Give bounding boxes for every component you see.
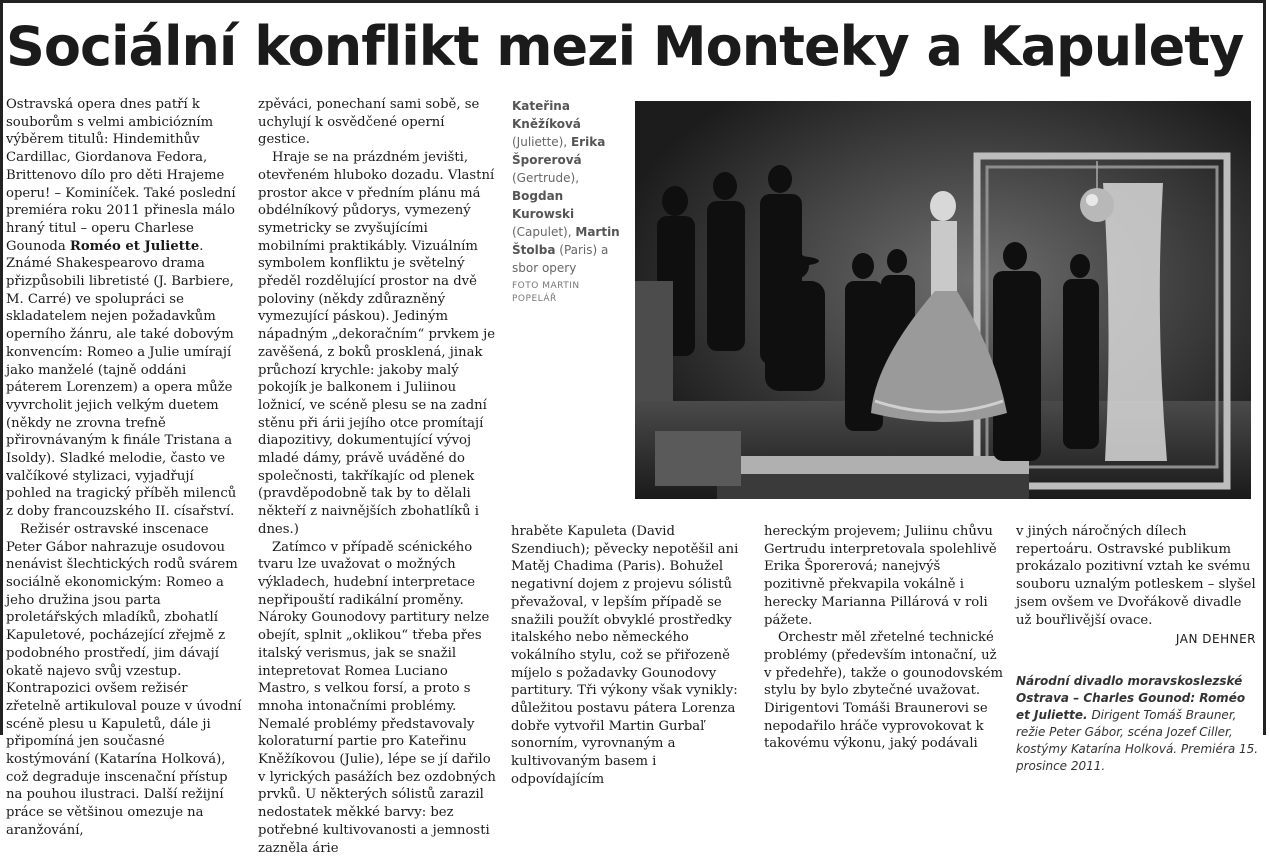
photo-caption (512, 97, 622, 306)
photo-credit: FOTO MARTIN POPELÁŘ (512, 281, 580, 304)
column-3 (511, 523, 751, 787)
paragraph: v jiných náročných dílech repertoáru. Ostravské publikum prokázalo pozitivní vztah ke svému souboru uznalým potleskem – slyšel jsem ovšem ve Dvořákově divadle už bouřlivější ovace. (1016, 524, 1256, 628)
caption-role: (Gertrude), (512, 171, 580, 185)
column-1 (6, 96, 242, 838)
top-rule (0, 0, 1266, 3)
headline: Sociální konflikt mezi Monteky a Kapulety (6, 15, 1244, 78)
paragraph: Orchestr měl zřetelné technické problémy (především intonační, už v předehře), takže o gounodovském stylu by bylo zbytečné uvažovat. Dirigentovi Tomáši Braunerovi se nepodařilo hráče vyprovokovat k takovému výkonu, jaký podávali (764, 630, 1004, 752)
production-info (1016, 673, 1260, 775)
paragraph: Ostravská opera dnes patří k souborům s velmi ambiciózním výběrem titulů: Hindemithův Cardillac, Giordanova Fedora, Brittenovo dílo pro děti Hrajeme operu! – Kominíček. Také poslední premiéra roku 2011 přinesla málo hraný titul – operu Charlese Gounoda Roméo et Juliette. Známé Shakespearovo drama přizpůsobili libretisté (J. Barbiere, M. Carré) ve spolupráci se skladatelem nejen požadavkům operního žánru, ale také dobovým konvencím: Romeo a Julie umírají jako manželé (tajně oddáni páterem Lorenzem) a opera může vyvrcholit jejich velkým duetem (někdy ne zrovna trefně přirovnávaným k finále Tristana a Isoldy). Sladké melodie, často ve valčíkové stylizaci, vyjadřují pohled na tragický příběh milenců z doby francouzského II. císařství. (6, 97, 237, 520)
caption-role: (Paris) a sbor opery (512, 243, 609, 275)
caption-role: (Juliette), (512, 135, 571, 149)
author-byline: JAN DEHNER (1175, 632, 1256, 647)
paragraph: Režisér ostravské inscenace Peter Gábor nahrazuje osudovou nenávist šlechtických rodů svárem sociálně ekonomickým: Romeo a jeho družina jsou parta proletářských mladíků, zbohatlí Kapuletové, pocházející zřejmě z podobného prostředí, jim dávají okatě najevo svůj vzestup. Kontrapozici ovšem režisér zřetelně artikuloval pouze v úvodní scéně plesu u Kapuletů, dále ji připomíná jen současné kostýmování (Katarína Holková), což degraduje inscenační přístup na pouhou ilustraci. Další režijní práce se většinou omezuje na aranžování, (6, 521, 242, 838)
column-5 (1016, 523, 1260, 773)
caption-name: Martin Štolba (512, 225, 620, 257)
opera-title: Roméo et Juliette (69, 238, 200, 254)
caption-role: (Capulet), (512, 225, 576, 239)
paragraph: zpěváci, ponechaní sami sobě, se uchylují k osvědčené operní gestice. (258, 97, 480, 148)
paragraph: hereckým projevem; Juliinu chůvu Gertrudu interpretovala spolehlivě Erika Šporerová; nanejvýš pozitivně překvapila vokálně i herecky Marianna Pillárová v roli pážete. (764, 524, 997, 628)
paragraph: Zatímco v případě scénického tvaru lze uvažovat o možných výkladech, hudební interpretace nepřipouští radikální proměny. Nároky Gounodovy partitury nelze obejít, splnit „oklikou“ třeba přes italský verismus, jak se snažil intepretovat Romea Luciano Mastro, s velkou forsí, a proto s mnoha intonačními problémy. Nemalé problémy představovaly koloraturní partie pro Kateřinu Kněžíkovou (Julie), lépe se jí dařilo v lyrických pasážích bez ozdobných prvků. U některých sólistů zarazil nedostatek měkké barvy: bez potřebné kultivovanosti a jemnosti zazněla árie (258, 539, 496, 856)
production-credits: Dirigent Tomáš Brauner, režie Peter Gábor, scéna Jozef Ciller, kostýmy Katarína Holková. Premiéra 15. prosince 2011. (1016, 707, 1259, 773)
column-2 (258, 96, 498, 856)
production-title: Národní divadlo moravskoslezské Ostrava – Charles Gounod: Roméo et Juliette. (1016, 673, 1246, 722)
paragraph: hraběte Kapuleta (David Szendiuch); pěvecky nepotěšil ani Matěj Chadima (Paris). Bohužel negativní dojem z projevu sólistů převažoval, v lepším případě se snažili použít obvyklé prostředky italského nebo německého vokálního stylu, což se přiřozeně míjelo s požadavky Gounodovy partitury. Tři výkony však vynikly: důležitou postavu pátera Lorenza dobře vytvořil Martin Gurbaľ sonorním, vyrovnaným a kultivovaným basem i odpovídajícím (511, 524, 739, 787)
column-4 (764, 523, 1004, 752)
caption-name: Kateřina Kněžíková (512, 99, 581, 131)
paragraph: Hraje se na prázdném jevišti, otevřeném hluboko dozadu. Vlastní prostor akce v předním plánu má obdélníkový půdorys, vymezený symetricky se zvyšujícími mobilními praktikábly. Vizuálním symbolem konfliktu je světelný předěl rozdělující prostor na dvě poloviny (někdy zdůrazněný vymezující páskou). Jediným nápadným „dekoračním“ prvkem je zavěšená, z boků prosklená, jinak průchozí krychle: jakoby malý pokojík je balkonem i Juliinou ložnicí, ve scéně plesu se na zadní stěnu při árii jejího otce promítají diapozitivy, dokumentující vývoj mladé dámy, právě uváděné do společnosti, takříkajíc od plenek (pravděpodobně tak by to dělali někteří z naivnějších zbohatlíků i dnes.) (258, 150, 496, 537)
caption-name: Erika Šporerová (512, 135, 606, 167)
caption-name: Bogdan Kurowski (512, 189, 575, 221)
stage-photo (635, 101, 1251, 499)
